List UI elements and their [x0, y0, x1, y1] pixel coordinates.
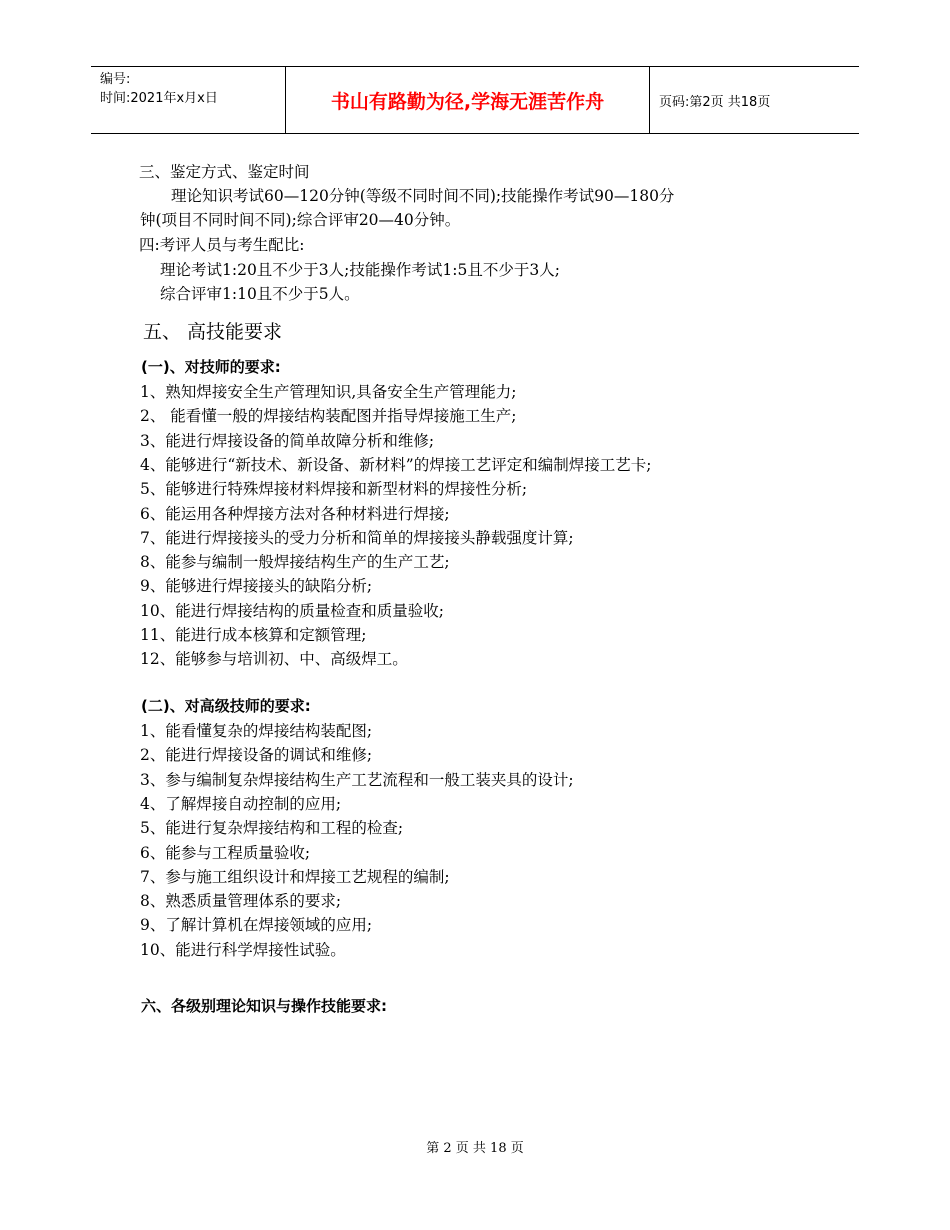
senior-technician-requirements-title: (二)、对高级技师的要求:: [141, 697, 311, 715]
list-item: 12、能够参与培训初、中、高级焊工。: [140, 650, 408, 669]
list-item: 9、能够进行焊接接头的缺陷分析;: [140, 577, 373, 596]
number-label: 编号:: [100, 72, 131, 87]
list-item: 4、能够进行“新技术、新设备、新材料”的焊接工艺评定和编制焊接工艺卡;: [140, 455, 652, 474]
list-item: 9、了解计算机在焊接领域的应用;: [140, 916, 373, 935]
list-item: 2、 能看懂一般的焊接结构装配图并指导焊接施工生产;: [140, 407, 517, 426]
header-motto: 书山有路勤为径,学海无涯苦作舟: [286, 67, 650, 133]
list-item: 10、能进行焊接结构的质量检查和质量验收;: [140, 601, 444, 620]
list-item: 3、参与编制复杂焊接结构生产工艺流程和一般工装夹具的设计;: [140, 770, 574, 789]
page-footer: 第 2 页 共 18 页: [426, 1141, 524, 1156]
header-page-label: 页码:第2页 共18页: [659, 94, 771, 110]
list-item: 8、熟悉质量管理体系的要求;: [140, 892, 342, 911]
section3-title: 三、鉴定方式、鉴定时间: [139, 163, 310, 181]
list-item: 5、能进行复杂焊接结构和工程的检查;: [140, 819, 404, 838]
list-item: 10、能进行科学焊接性试验。: [140, 940, 346, 959]
section6-title: 六、各级别理论知识与操作技能要求:: [141, 997, 388, 1015]
section3-line2: 钟(项目不同时间不同);综合评审20—40分钟。: [140, 211, 461, 229]
list-item: 2、能进行焊接设备的调试和维修;: [140, 746, 373, 765]
list-item: 5、能够进行特殊焊接材料焊接和新型材料的焊接性分析;: [140, 480, 528, 499]
section4-title: 四:考评人员与考生配比:: [139, 236, 305, 254]
list-item: 1、能看懂复杂的焊接结构装配图;: [140, 722, 373, 740]
technician-requirements-title: (一)、对技师的要求:: [141, 358, 281, 376]
list-item: 8、能参与编制一般焊接结构生产的生产工艺;: [140, 553, 450, 572]
section4-line2: 综合评审1:10且不少于5人。: [160, 285, 360, 303]
section5-title: 五、 高技能要求: [143, 321, 283, 343]
document-header: [91, 66, 859, 134]
section3-line1: 理论知识考试60—120分钟(等级不同时间不同);技能操作考试90—180分: [171, 187, 675, 205]
list-item: 1、熟知焊接安全生产管理知识,具备安全生产管理能力;: [140, 383, 517, 401]
list-item: 3、能进行焊接设备的简单故障分析和维修;: [140, 431, 435, 450]
list-item: 7、参与施工组织设计和焊接工艺规程的编制;: [140, 867, 450, 886]
header-meta: [91, 67, 286, 133]
list-item: 6、能参与工程质量验收;: [140, 843, 311, 862]
time-label: 时间:2021年x月x日: [100, 91, 218, 106]
section4-line1: 理论考试1:20且不少于3人;技能操作考试1:5且不少于3人;: [160, 261, 560, 279]
list-item: 7、能进行焊接接头的受力分析和简单的焊接接头静载强度计算;: [140, 528, 574, 547]
list-item: 4、了解焊接自动控制的应用;: [140, 794, 342, 813]
list-item: 11、能进行成本核算和定额管理;: [140, 626, 367, 644]
list-item: 6、能运用各种焊接方法对各种材料进行焊接;: [140, 504, 450, 523]
